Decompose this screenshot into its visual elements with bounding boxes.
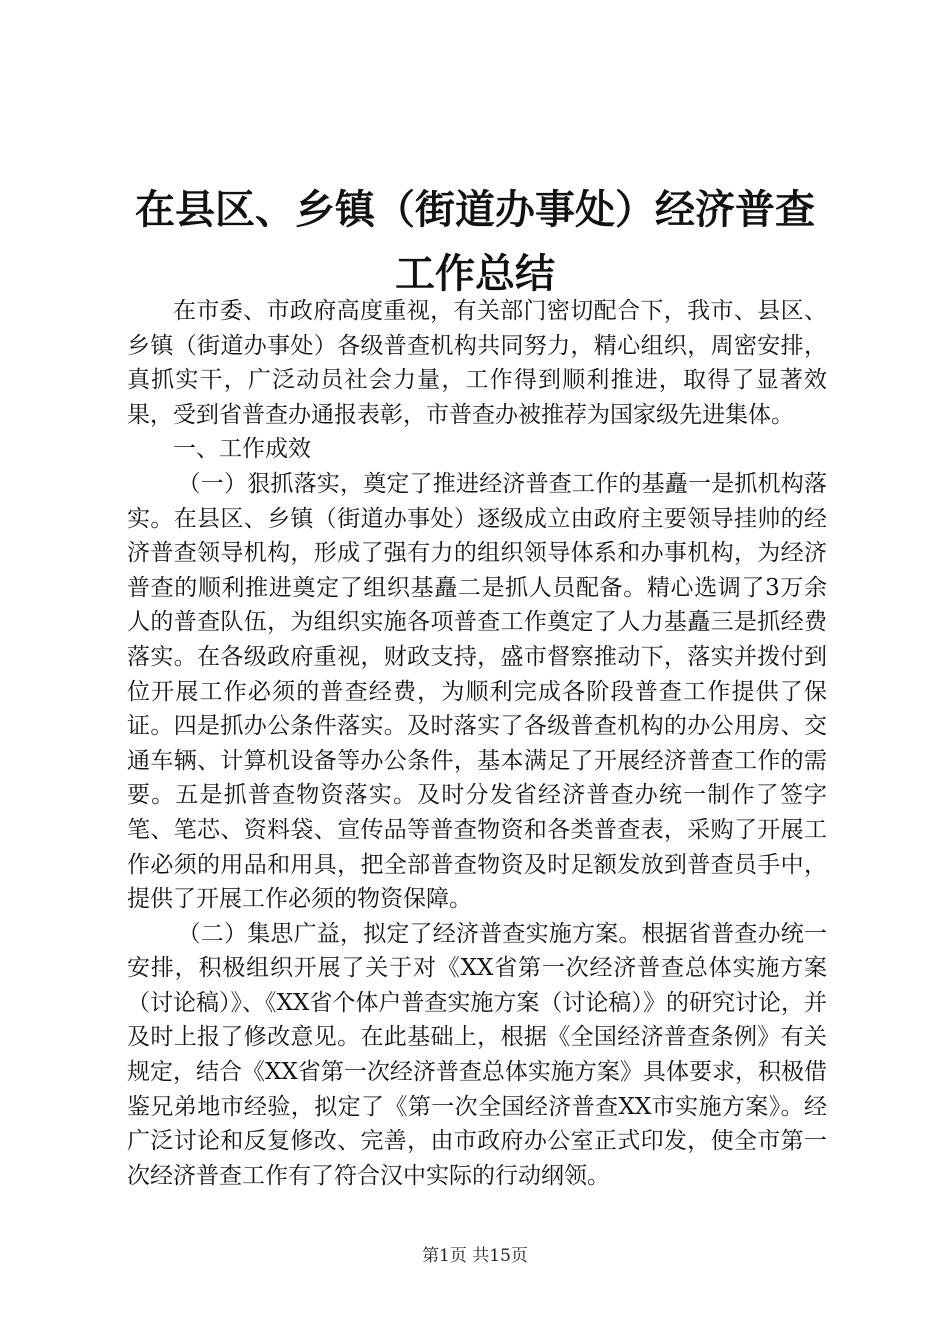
subsection-paragraph-2: （二）集思广益，拟定了经济普查实施方案。根据省普查办统一安排，积极组织开展了关于对《XX省第一次经济普查总体实施方案（讨论稿）》、《XX省个体户普查实施方案（讨论稿）》的研究讨论，并及时上报了修改意见。在此基础上，根据《全国经济普查条例》有关规定，结合《XX省第一次经济普查总体实施方案》具体要求，积极借鉴兄弟地市经验，拟定了《第一次全国经济普查XX市实施方案》。经广泛讨论和反复修改、完善，由市政府办公室正式印发，使全市第一次经济普查工作有了符合汉中实际的行动纲领。 [127, 920, 827, 1189]
page-number-footer: 第1页 共15页 [422, 1246, 528, 1266]
intro-paragraph: 在市委、市政府高度重视，有关部门密切配合下，我市、县区、乡镇（街道办事处）各级普查机构共同努力，精心组织，周密安排，真抓实干，广泛动员社会力量，工作得到顺利推进，取得了显著效果，受到省普查办通报表彰，市普查办被推荐为国家级先进集体。 [127, 298, 827, 428]
section-heading: 一、工作成效 [173, 436, 311, 463]
document-body [127, 294, 827, 1193]
subsection-paragraph-1: （一）狠抓落实，奠定了推进经济普查工作的基矗一是抓机构落实。在县区、乡镇（街道办事处）逐级成立由政府主要领导挂帅的经济普查领导机构，形成了强有力的组织领导体系和办事机构，为经济普查的顺利推进奠定了组织基矗二是抓人员配备。精心选调了3万余人的普查队伍，为组织实施各项普查工作奠定了人力基矗三是抓经费落实。在各级政府重视，财政支持，盛市督察推动下，落实并拨付到位开展工作必须的普查经费，为顺利完成各阶段普查工作提供了保证。四是抓办公条件落实。及时落实了各级普查机构的办公用房、交通车辆、计算机设备等办公条件，基本满足了开展经济普查工作的需要。五是抓普查物资落实。及时分发省经济普查办统一制作了签字笔、笔芯、资料袋、宣传品等普查物资和各类普查表，采购了开展工作必须的用品和用具，把全部普查物资及时足额发放到普查员手中，提供了开展工作必须的物资保障。 [127, 470, 827, 913]
document-title: 在县区、乡镇（街道办事处）经济普查工作总结 [135, 186, 815, 297]
